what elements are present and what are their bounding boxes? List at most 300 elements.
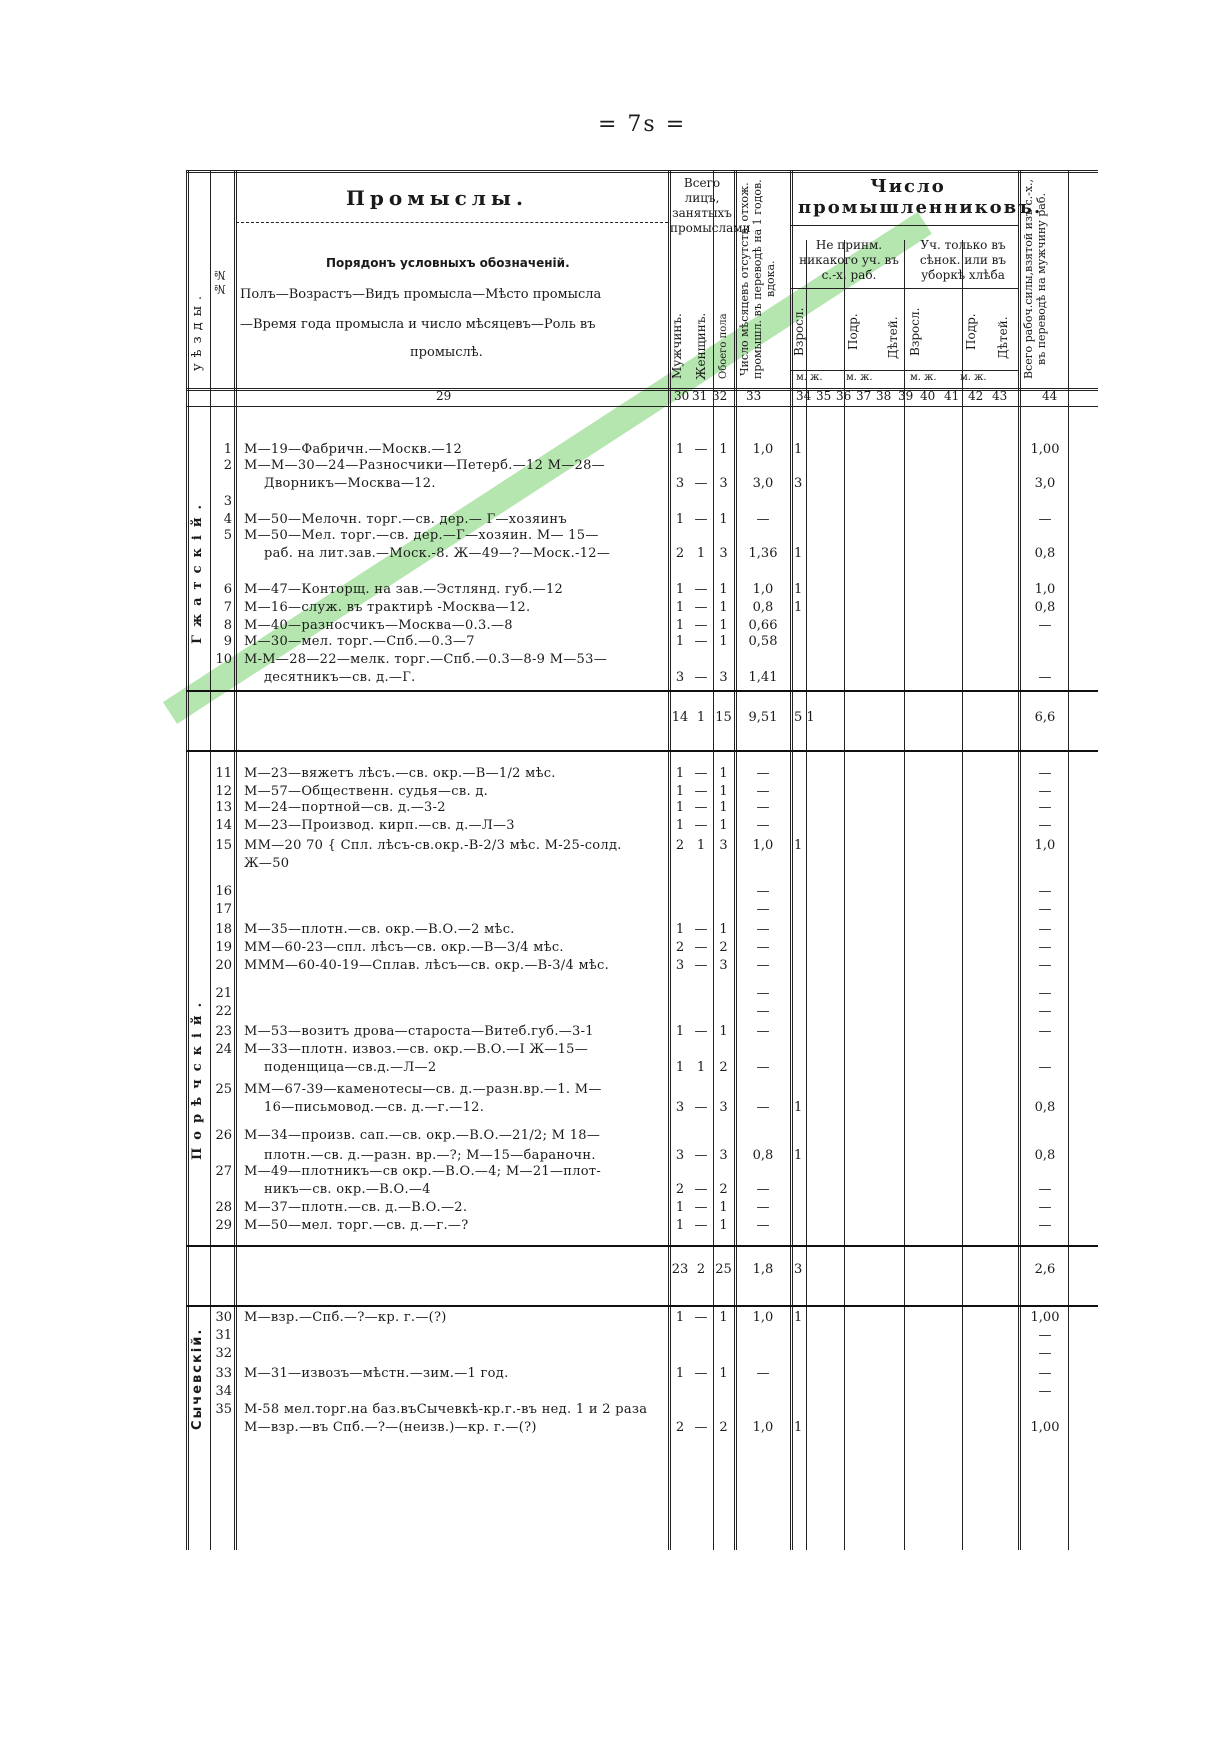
cell-months: — <box>756 902 770 917</box>
cell-both: 15 <box>715 710 732 725</box>
mf-label-3: м. ж. <box>910 372 937 383</box>
row-description: М—30—мел. торг.—Спб.—0.3—7 <box>244 634 475 649</box>
cell-total-force: 1,0 <box>1034 838 1056 853</box>
cell-both: 1 <box>719 1218 728 1233</box>
cell-men: 1 <box>675 1024 685 1039</box>
cell-women: — <box>694 958 708 973</box>
table-row <box>186 1218 1098 1236</box>
row-description: М—взр.—въ Спб.—?—(неизв.)—кр. г.—(?) <box>244 1420 537 1435</box>
cell-total-force: — <box>1038 1218 1052 1233</box>
row-description: М—50—Мелочн. торг.—св. дер.— Г—хозяинъ <box>244 512 567 527</box>
cell-women: — <box>694 818 708 833</box>
cell-total-force: — <box>1038 818 1052 833</box>
cell-total-force: — <box>1038 1182 1052 1197</box>
table-row <box>186 1182 1098 1200</box>
row-number: 29 <box>215 1218 232 1233</box>
column-header-total-persons: Всего лицъ, занятыхъ промыслами <box>670 176 751 235</box>
sub-header-teen-a: Подр. <box>846 313 860 351</box>
sub-header-child-a: Дѣтей. <box>886 316 900 360</box>
row-number: 33 <box>215 1366 232 1381</box>
cell-men: 2 <box>675 838 685 853</box>
row-description: М—40—разносчикъ—Москва—0.3.—8 <box>244 618 513 633</box>
row-description: раб. на лит.зав.—Моск.-8. Ж—49—?—Моск.-12— <box>264 546 611 561</box>
cell-both: 1 <box>719 818 728 833</box>
row-number: 6 <box>223 582 232 597</box>
cell-both: 25 <box>715 1262 732 1277</box>
row-number: 5 <box>223 528 232 543</box>
cell-total-force: 6,6 <box>1034 710 1056 725</box>
legend-title: Порядонъ условныхъ обозначеній. <box>326 256 570 270</box>
table-row <box>186 766 1098 784</box>
cell-women: 1 <box>696 1060 706 1075</box>
cell-months: — <box>756 1100 770 1115</box>
table-row <box>186 528 1098 546</box>
mf-label-1: м. ж. <box>796 372 823 383</box>
cell-months: 1,36 <box>748 546 778 561</box>
row-number: 17 <box>215 902 232 917</box>
cell-both: 1 <box>719 922 728 937</box>
cell-adult-workers: 1 <box>794 600 803 615</box>
cell-months: — <box>756 766 770 781</box>
cell-total-force: — <box>1038 784 1052 799</box>
cell-total-force: — <box>1038 940 1052 955</box>
table-row <box>186 1262 1098 1280</box>
cell-months: — <box>756 940 770 955</box>
row-description: М—35—плотн.—св. окр.—В.О.—2 мѣс. <box>244 922 515 937</box>
table-row <box>186 494 1098 512</box>
table-row <box>186 1082 1098 1100</box>
row-description: ММ—67-39—каменотесы—св. д.—разн.вр.—1. М— <box>244 1082 602 1097</box>
table-row <box>186 1024 1098 1042</box>
cell-women: — <box>694 618 708 633</box>
cell-total-force: — <box>1038 800 1052 815</box>
table-row <box>186 582 1098 600</box>
column-header-both: Обоего пола <box>718 313 729 379</box>
row-number: 28 <box>215 1200 232 1215</box>
cell-adult-workers: 1 <box>794 1148 803 1163</box>
cell-both: 1 <box>719 766 728 781</box>
table-row <box>186 800 1098 818</box>
cell-both: 1 <box>719 582 728 597</box>
row-description: М—23—вяжетъ лѣсъ.—св. окр.—В—1/2 мѣс. <box>244 766 556 781</box>
legend-line-1: Полъ—Возрастъ—Видъ промысла—Мѣсто промысла <box>240 287 602 302</box>
row-description: М—47—Конторщ. на зав.—Эстлянд. губ.—12 <box>244 582 564 597</box>
cell-men: 1 <box>675 1218 685 1233</box>
table-row <box>186 838 1098 856</box>
table-row <box>186 922 1098 940</box>
row-description: 16—письмовод.—св. д.—г.—12. <box>264 1100 485 1115</box>
cell-both: 3 <box>719 670 728 685</box>
cell-adult-workers: 1 <box>794 1310 803 1325</box>
row-number: 18 <box>215 922 232 937</box>
row-number: 23 <box>215 1024 232 1039</box>
cell-both: 3 <box>719 958 728 973</box>
cell-total-force: 2,6 <box>1034 1262 1056 1277</box>
group-b-header: Уч. только въ сѣнок. или въ уборкѣ хлѣба <box>919 238 1007 282</box>
cell-total-force: — <box>1038 1060 1052 1075</box>
table-row <box>186 1328 1098 1346</box>
statistics-table <box>186 170 1098 1740</box>
cell-months: 1,8 <box>752 1262 774 1277</box>
cell-total-force: — <box>1038 922 1052 937</box>
row-number: 14 <box>215 818 232 833</box>
column-number: 44 <box>1042 389 1058 403</box>
cell-women: 2 <box>696 1262 706 1277</box>
row-number: 16 <box>215 884 232 899</box>
row-description: М—19—Фабричн.—Москв.—12 <box>244 442 463 457</box>
cell-months: — <box>756 1366 770 1381</box>
row-description: плотн.—св. д.—разн. вр.—?; М—15—бараночн. <box>264 1148 596 1163</box>
cell-men: 1 <box>675 618 685 633</box>
group-a-header: Не принм. никакого уч. въ с.-х. раб. <box>799 238 899 282</box>
row-description: М—23—Производ. кирп.—св. д.—Л—3 <box>244 818 515 833</box>
cell-total-force: — <box>1038 1366 1052 1381</box>
column-number: 37 <box>856 389 872 403</box>
cell-both: 1 <box>719 618 728 633</box>
row-number: 22 <box>215 1004 232 1019</box>
cell-both: 1 <box>719 512 728 527</box>
cell-months: — <box>756 512 770 527</box>
cell-both: 1 <box>719 1310 728 1325</box>
cell-adult-workers: 1 <box>794 838 803 853</box>
table-row <box>186 940 1098 958</box>
table-row <box>186 1164 1098 1182</box>
row-description: никъ—св. окр.—В.О.—4 <box>264 1182 431 1197</box>
cell-adult-workers: 5 1 <box>794 710 815 725</box>
row-number: 20 <box>215 958 232 973</box>
cell-months: — <box>756 1200 770 1215</box>
row-description: М—50—мел. торг.—св. д.—г.—? <box>244 1218 469 1233</box>
cell-both: 1 <box>719 1024 728 1039</box>
cell-women: 1 <box>696 710 706 725</box>
cell-months: 1,0 <box>752 1310 774 1325</box>
cell-total-force: — <box>1038 512 1052 527</box>
cell-both: 1 <box>719 600 728 615</box>
cell-total-force: 0,8 <box>1034 1148 1056 1163</box>
row-number: 26 <box>215 1128 232 1143</box>
cell-months: 9,51 <box>748 710 778 725</box>
row-number: 21 <box>215 986 232 1001</box>
column-number: 29 <box>436 389 452 403</box>
column-number: 33 <box>746 389 762 403</box>
cell-women: — <box>694 1148 708 1163</box>
cell-women: — <box>694 670 708 685</box>
row-description: М—57—Общественн. судья—св. д. <box>244 784 489 799</box>
cell-both: 3 <box>719 1148 728 1163</box>
cell-men: 1 <box>675 922 685 937</box>
sub-header-adult-a: Взросл. <box>792 307 806 357</box>
cell-women: — <box>694 1218 708 1233</box>
cell-total-force: 1,0 <box>1034 582 1056 597</box>
cell-men: 1 <box>675 442 685 457</box>
table-row <box>186 1128 1098 1146</box>
cell-men: 1 <box>675 1060 685 1075</box>
cell-men: 23 <box>671 1262 689 1277</box>
cell-women: — <box>694 442 708 457</box>
cell-total-force: — <box>1038 1328 1052 1343</box>
row-number: 15 <box>215 838 232 853</box>
page-number: = 7s = <box>598 112 687 137</box>
column-number: 34 <box>796 389 812 403</box>
row-description: М—31—извозъ—мѣстн.—зим.—1 год. <box>244 1366 509 1381</box>
cell-months: — <box>756 784 770 799</box>
column-header-men: Мужчинъ. <box>670 313 684 379</box>
cell-months: — <box>756 818 770 833</box>
column-header-months: Число мѣсяцевъ отсутств. отхож. промышл. въ переводѣ на 1 годов. вдока. <box>738 179 777 379</box>
row-number: 24 <box>215 1042 232 1057</box>
county-label-gzhatsk: Гжатскій. <box>190 497 205 644</box>
cell-women: — <box>694 800 708 815</box>
cell-total-force: — <box>1038 986 1052 1001</box>
cell-women: — <box>694 1310 708 1325</box>
table-row <box>186 1100 1098 1118</box>
cell-total-force: 0,8 <box>1034 600 1056 615</box>
table-row <box>186 634 1098 652</box>
cell-both: 1 <box>719 1366 728 1381</box>
mf-label-4: м. ж. <box>960 372 987 383</box>
county-label-porechye: Порѣчскій. <box>190 994 205 1160</box>
sub-header-child-b: Дѣтей. <box>996 316 1010 360</box>
cell-total-force: 0,8 <box>1034 1100 1056 1115</box>
cell-both: 1 <box>719 1200 728 1215</box>
cell-total-force: 1,00 <box>1030 442 1060 457</box>
cell-men: 1 <box>675 766 685 781</box>
cell-men: 1 <box>675 634 685 649</box>
cell-women: — <box>694 1420 708 1435</box>
row-number: 10 <box>215 652 232 667</box>
cell-months: 0,66 <box>748 618 778 633</box>
column-number: 43 <box>992 389 1008 403</box>
row-number: 19 <box>215 940 232 955</box>
table-row <box>186 1402 1098 1420</box>
row-description: М-58 мел.торг.на баз.въСычевкѣ-кр.г.-въ нед. 1 и 2 раза <box>244 1402 648 1417</box>
row-number: 7 <box>223 600 232 615</box>
cell-both: 3 <box>719 838 728 853</box>
row-description: поденщица—св.д.—Л—2 <box>264 1060 437 1075</box>
row-number: 4 <box>223 512 232 527</box>
cell-months: — <box>756 1060 770 1075</box>
row-number: 9 <box>223 634 232 649</box>
cell-adult-workers: 1 <box>794 582 803 597</box>
cell-men: 1 <box>675 784 685 799</box>
cell-months: — <box>756 922 770 937</box>
table-row <box>186 710 1098 728</box>
cell-men: 3 <box>675 1148 685 1163</box>
cell-men: 2 <box>675 1182 685 1197</box>
row-description: Ж—50 <box>244 856 290 871</box>
cell-months: — <box>756 1004 770 1019</box>
cell-adult-workers: 1 <box>794 1100 803 1115</box>
cell-both: 2 <box>719 1420 728 1435</box>
cell-total-force: — <box>1038 902 1052 917</box>
column-header-total-force: Всего рабоч.силы,взятой изъ с.-х., въ переводѣ на мужчину раб. <box>1022 178 1048 380</box>
row-description: десятникъ—св. д.—Г. <box>264 670 416 685</box>
cell-total-force: — <box>1038 1346 1052 1361</box>
cell-men: 1 <box>675 1310 685 1325</box>
column-number: 30 <box>674 389 690 403</box>
table-row <box>186 1420 1098 1438</box>
table-row <box>186 1060 1098 1078</box>
table-row <box>186 902 1098 920</box>
cell-months: — <box>756 1182 770 1197</box>
column-number: 32 <box>712 389 728 403</box>
column-number: 39 <box>898 389 914 403</box>
cell-total-force: 3,0 <box>1034 476 1056 491</box>
cell-adult-workers: 3 <box>794 1262 803 1277</box>
table-row <box>186 856 1098 874</box>
row-number: 32 <box>215 1346 232 1361</box>
column-number: 38 <box>876 389 892 403</box>
cell-men: 3 <box>675 958 685 973</box>
cell-both: 1 <box>719 634 728 649</box>
cell-months: 1,0 <box>752 442 774 457</box>
cell-men: 1 <box>675 582 685 597</box>
row-description: М-М—28—22—мелк. торг.—Спб.—0.3—8-9 М—53— <box>244 652 607 667</box>
table-row <box>186 1346 1098 1364</box>
row-number: 3 <box>223 494 232 509</box>
cell-months: 1,41 <box>748 670 778 685</box>
cell-total-force: — <box>1038 958 1052 973</box>
cell-months: — <box>756 884 770 899</box>
row-description: М—37—плотн.—св. д.—В.О.—2. <box>244 1200 468 1215</box>
legend-line-2: —Время года промысла и число мѣсяцевъ—Роль въ <box>240 317 596 332</box>
cell-total-force: — <box>1038 1384 1052 1399</box>
cell-total-force: 0,8 <box>1034 546 1056 561</box>
cell-men: 2 <box>675 940 685 955</box>
row-description: М—33—плотн. извоз.—св. окр.—В.О.—I Ж—15— <box>244 1042 589 1057</box>
table-row <box>186 986 1098 1004</box>
table-row <box>186 670 1098 688</box>
column-header-number: №№ <box>213 268 227 296</box>
table-row <box>186 818 1098 836</box>
column-number: 41 <box>944 389 960 403</box>
cell-both: 3 <box>719 546 728 561</box>
row-description: М—49—плотникъ—св окр.—В.О.—4; М—21—плот- <box>244 1164 602 1179</box>
table-row <box>186 546 1098 564</box>
cell-women: 1 <box>696 838 706 853</box>
cell-months: 0,58 <box>748 634 778 649</box>
column-number: 35 <box>816 389 832 403</box>
row-number: 8 <box>223 618 232 633</box>
cell-men: 3 <box>675 670 685 685</box>
cell-men: 14 <box>671 710 689 725</box>
cell-men: 2 <box>675 546 685 561</box>
cell-total-force: — <box>1038 884 1052 899</box>
row-description: М—М—30—24—Разносчики—Петерб.—12 М—28— <box>244 458 605 473</box>
cell-adult-workers: 1 <box>794 442 803 457</box>
cell-total-force: — <box>1038 670 1052 685</box>
table-row <box>186 884 1098 902</box>
table-row <box>186 600 1098 618</box>
cell-both: 2 <box>719 1060 728 1075</box>
table-row <box>186 1366 1098 1384</box>
row-number: 12 <box>215 784 232 799</box>
row-description: МММ—60-40-19—Сплав. лѣсъ—св. окр.—В-3/4 мѣс. <box>244 958 610 973</box>
cell-adult-workers: 1 <box>794 546 803 561</box>
cell-total-force: 1,00 <box>1030 1310 1060 1325</box>
cell-both: 2 <box>719 1182 728 1197</box>
cell-men: 1 <box>675 818 685 833</box>
cell-months: — <box>756 1024 770 1039</box>
column-header-women: Женщинъ. <box>694 312 708 380</box>
cell-total-force: — <box>1038 618 1052 633</box>
table-row <box>186 652 1098 670</box>
cell-women: — <box>694 784 708 799</box>
cell-women: — <box>694 766 708 781</box>
cell-months: 1,0 <box>752 582 774 597</box>
cell-months: — <box>756 986 770 1001</box>
row-number: 30 <box>215 1310 232 1325</box>
mf-label-2: м. ж. <box>846 372 873 383</box>
cell-months: 3,0 <box>752 476 774 491</box>
cell-men: 1 <box>675 1200 685 1215</box>
cell-men: 3 <box>675 1100 685 1115</box>
row-number: 35 <box>215 1402 232 1417</box>
cell-women: — <box>694 634 708 649</box>
cell-women: — <box>694 1024 708 1039</box>
row-number: 2 <box>223 458 232 473</box>
section-title: Промыслы. <box>346 186 528 210</box>
cell-men: 1 <box>675 1366 685 1381</box>
cell-men: 1 <box>675 800 685 815</box>
cell-women: — <box>694 476 708 491</box>
column-number: 42 <box>968 389 984 403</box>
column-header-uezdy: уѣзды. <box>190 289 205 371</box>
row-number: 13 <box>215 800 232 815</box>
cell-women: — <box>694 600 708 615</box>
cell-total-force: — <box>1038 1004 1052 1019</box>
row-number: 31 <box>215 1328 232 1343</box>
group-title: Число промышленниковъ. <box>798 176 1043 218</box>
cell-months: 0,8 <box>752 600 774 615</box>
row-description: ММ—60-23—спл. лѣсъ—св. окр.—В—3/4 мѣс. <box>244 940 564 955</box>
row-number: 34 <box>215 1384 232 1399</box>
cell-women: — <box>694 1182 708 1197</box>
table-row <box>186 476 1098 494</box>
cell-both: 1 <box>719 442 728 457</box>
cell-both: 3 <box>719 1100 728 1115</box>
cell-women: 1 <box>696 546 706 561</box>
legend-line-3: промыслѣ. <box>410 345 483 360</box>
column-number: 31 <box>692 389 708 403</box>
cell-women: — <box>694 582 708 597</box>
cell-months: 1,0 <box>752 838 774 853</box>
cell-women: — <box>694 512 708 527</box>
row-number: 1 <box>223 442 232 457</box>
cell-women: — <box>694 1100 708 1115</box>
sub-header-teen-b: Подр. <box>964 313 978 351</box>
cell-total-force: — <box>1038 1024 1052 1039</box>
row-description: ММ—20 70 { Спл. лѣсъ-св.окр.-В-2/3 мѣс. М-25-солд. <box>244 838 622 853</box>
cell-women: — <box>694 940 708 955</box>
cell-both: 1 <box>719 784 728 799</box>
county-label-sychevka: Сычевскій. <box>190 1327 205 1430</box>
cell-months: 0,8 <box>752 1148 774 1163</box>
row-number: 27 <box>215 1164 232 1179</box>
row-description: М—34—произв. сап.—св. окр.—В.О.—21/2; М 18— <box>244 1128 601 1143</box>
cell-both: 2 <box>719 940 728 955</box>
cell-men: 1 <box>675 512 685 527</box>
row-description: Дворникъ—Москва—12. <box>264 476 436 491</box>
table-row <box>186 1042 1098 1060</box>
cell-total-force: 1,00 <box>1030 1420 1060 1435</box>
cell-months: — <box>756 800 770 815</box>
row-number: 11 <box>215 766 232 781</box>
sub-header-adult-b: Взросл. <box>908 307 922 357</box>
cell-months: — <box>756 1218 770 1233</box>
cell-both: 1 <box>719 800 728 815</box>
cell-adult-workers: 3 <box>794 476 803 491</box>
